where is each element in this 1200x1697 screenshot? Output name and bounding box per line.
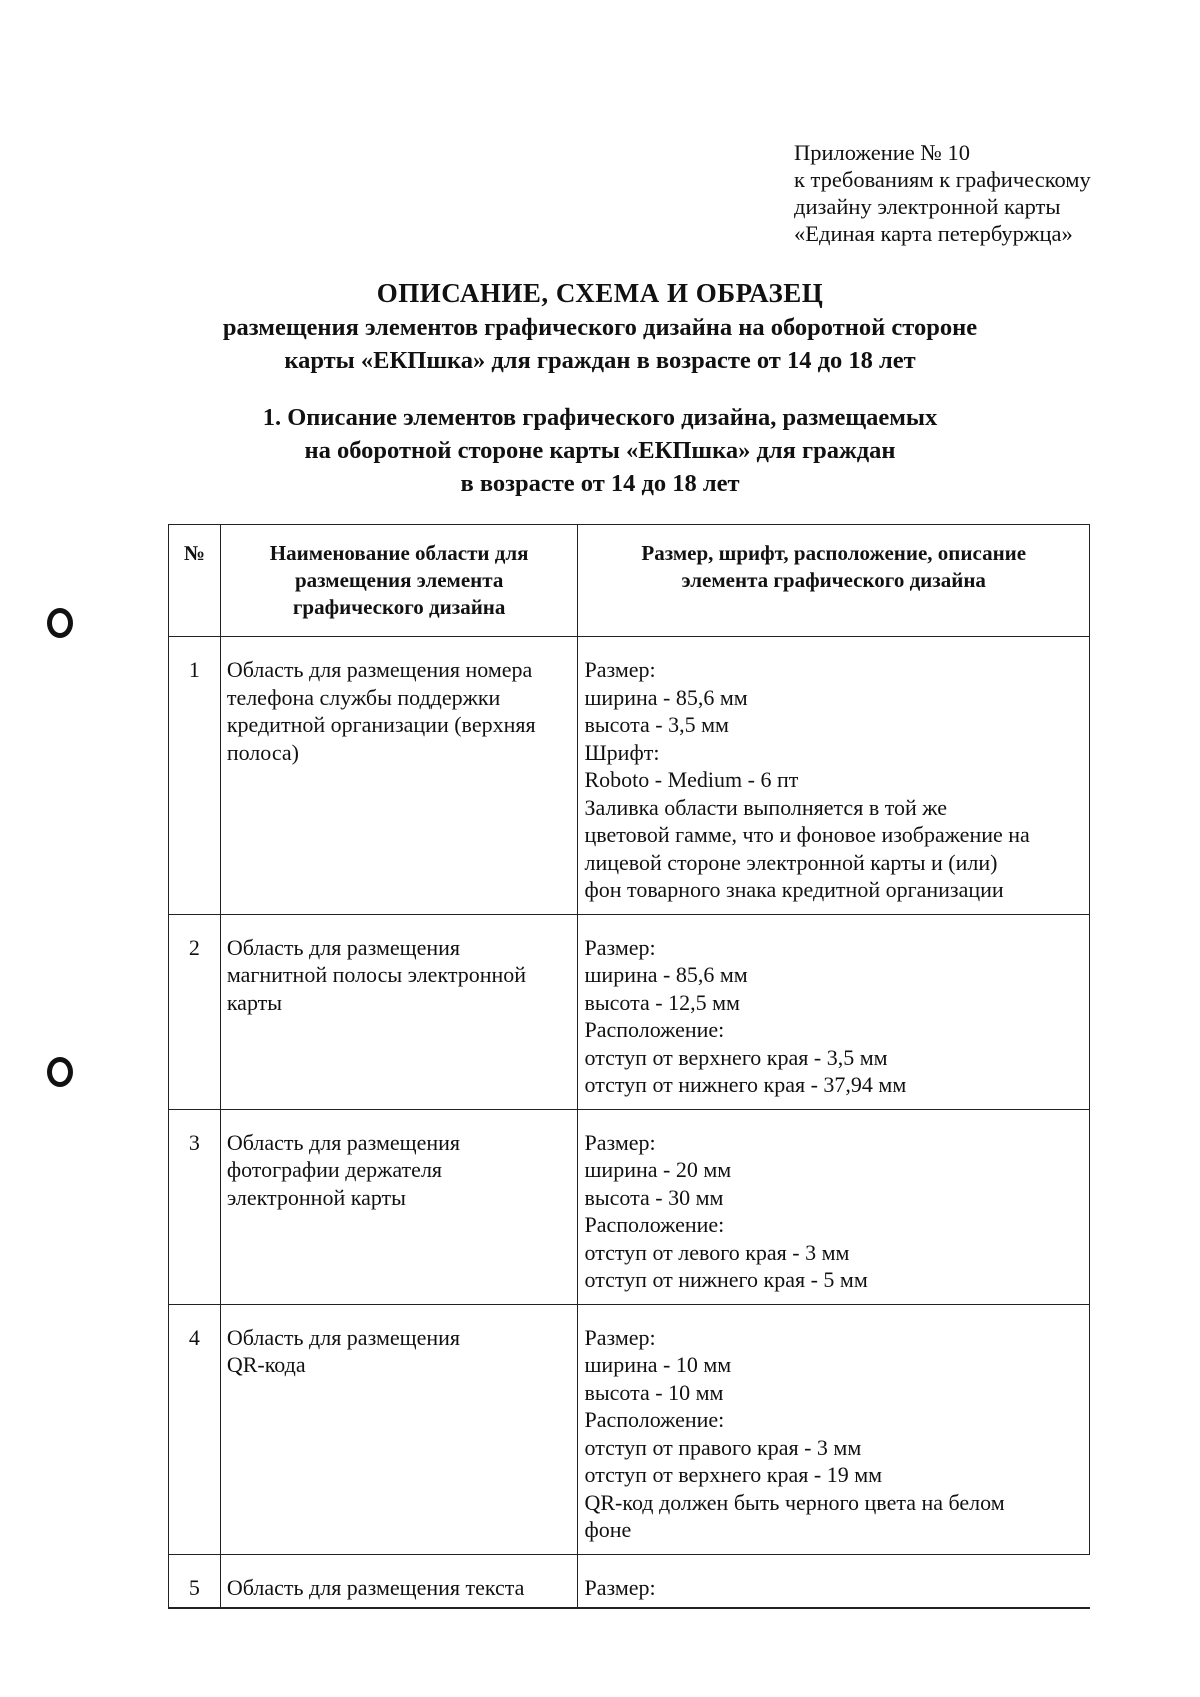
cell-line: высота - 30 мм [584, 1184, 724, 1210]
cell-line: Расположение: [584, 1017, 725, 1042]
cell-line: Область для размещения [226, 934, 461, 960]
cell-line: фоне [584, 1517, 632, 1542]
row-number: 3 [169, 1109, 221, 1304]
row-area-name [220, 637, 578, 915]
cell-line: QR-кода [226, 1352, 306, 1377]
row-area-name [220, 914, 578, 1109]
cell-line: QR-код должен быть черного цвета на белом [584, 1489, 1005, 1515]
appendix-line: к требованиям к графическому [794, 167, 1091, 192]
cell-line: электронной карты [226, 1184, 406, 1210]
table-row [169, 1109, 1090, 1304]
cell-line: Область для размещения [226, 1129, 461, 1155]
document-subtitle [0, 311, 1200, 377]
row-description [578, 914, 1090, 1109]
cell-line: отступ от нижнего края - 5 мм [584, 1267, 868, 1292]
header-number: № [169, 525, 221, 637]
appendix-note [794, 139, 1091, 247]
subtitle-line: карты «ЕКПшка» для граждан в возрасте от 14 до 18 лет [284, 347, 916, 374]
cell-line: телефона службы поддержки [226, 684, 501, 710]
cell-line: высота - 12,5 мм [584, 989, 740, 1015]
cell-line: Шрифт: [584, 739, 660, 765]
cell-line: высота - 10 мм [584, 1379, 724, 1405]
cell-line: кредитной организации (верхняя [226, 712, 536, 737]
cell-line: лицевой стороне электронной карты и (или) [584, 849, 998, 875]
header-area-name [220, 525, 578, 637]
cell-line: ширина - 85,6 мм [584, 962, 748, 987]
header-line: Наименование области для [269, 541, 529, 565]
row-number: 2 [169, 914, 221, 1109]
row-number: 1 [169, 637, 221, 915]
row-description [578, 1554, 1090, 1608]
cell-line: отступ от левого края - 3 мм [584, 1239, 850, 1265]
row-number: 5 [169, 1554, 221, 1608]
cell-line: ширина - 10 мм [584, 1352, 732, 1377]
subtitle-line: размещения элементов графического дизайна на оборотной стороне [222, 314, 978, 341]
cell-line: ширина - 85,6 мм [584, 684, 748, 710]
row-area-name [220, 1304, 578, 1554]
cell-line: Область для размещения текста [226, 1574, 525, 1600]
header-description [578, 525, 1090, 637]
section-heading-line: в возрасте от 14 до 18 лет [460, 470, 740, 497]
table-header-row [169, 525, 1090, 637]
punch-hole [47, 1057, 73, 1087]
cell-line: Заливка области выполняется в той же [584, 794, 947, 820]
row-number: 4 [169, 1304, 221, 1554]
cell-line: Область для размещения номера [226, 657, 533, 682]
cell-line: Размер: [584, 657, 656, 682]
table-row [169, 914, 1090, 1109]
row-area-name [220, 1109, 578, 1304]
cell-line: фон товарного знака кредитной организации [584, 877, 1004, 902]
cell-line: отступ от нижнего края - 37,94 мм [584, 1072, 907, 1097]
row-description [578, 1304, 1090, 1554]
cell-line: полоса) [226, 739, 299, 765]
cell-line: Расположение: [584, 1212, 725, 1237]
elements-table [168, 524, 1090, 1609]
appendix-line: «Единая карта петербуржца» [794, 221, 1073, 246]
row-area-name [220, 1554, 578, 1608]
cell-line: Размер: [584, 1129, 656, 1155]
cell-line: карты [226, 989, 283, 1015]
cell-line: высота - 3,5 мм [584, 712, 729, 737]
row-description [578, 1109, 1090, 1304]
header-line: элемента графического дизайна [681, 568, 986, 592]
document-title: ОПИСАНИЕ, СХЕМА И ОБРАЗЕЦ [376, 278, 824, 308]
header-line: графического дизайна [292, 595, 506, 619]
appendix-line: Приложение № 10 [794, 140, 970, 165]
table-row [169, 1554, 1090, 1608]
cell-line: Размер: [584, 934, 656, 960]
header-line: Размер, шрифт, расположение, описание [641, 541, 1027, 565]
cell-line: Расположение: [584, 1407, 725, 1432]
header-line: размещения элемента [294, 568, 504, 592]
cell-line: отступ от правого края - 3 мм [584, 1434, 862, 1460]
section-heading-line: 1. Описание элементов графического дизайна, размещаемых [262, 404, 938, 431]
appendix-line: дизайну электронной карты [794, 194, 1061, 219]
cell-line: магнитной полосы электронной [226, 962, 527, 987]
section-heading [0, 401, 1200, 500]
cell-line: отступ от верхнего края - 19 мм [584, 1462, 883, 1487]
cell-line: цветовой гамме, что и фоновое изображение на [584, 822, 1030, 847]
table-row [169, 1304, 1090, 1554]
cell-line: Roboto - Medium - 6 пт [584, 767, 799, 792]
cell-line: Размер: [584, 1324, 656, 1350]
punch-hole [47, 608, 73, 638]
cell-line: ширина - 20 мм [584, 1157, 732, 1182]
cell-line: отступ от верхнего края - 3,5 мм [584, 1044, 888, 1070]
section-heading-line: на оборотной стороне карты «ЕКПшка» для граждан [304, 437, 896, 464]
cell-line: Размер: [584, 1574, 656, 1600]
cell-line: фотографии держателя [226, 1157, 443, 1182]
table-row [169, 637, 1090, 915]
row-description [578, 637, 1090, 915]
cell-line: Область для размещения [226, 1324, 461, 1350]
